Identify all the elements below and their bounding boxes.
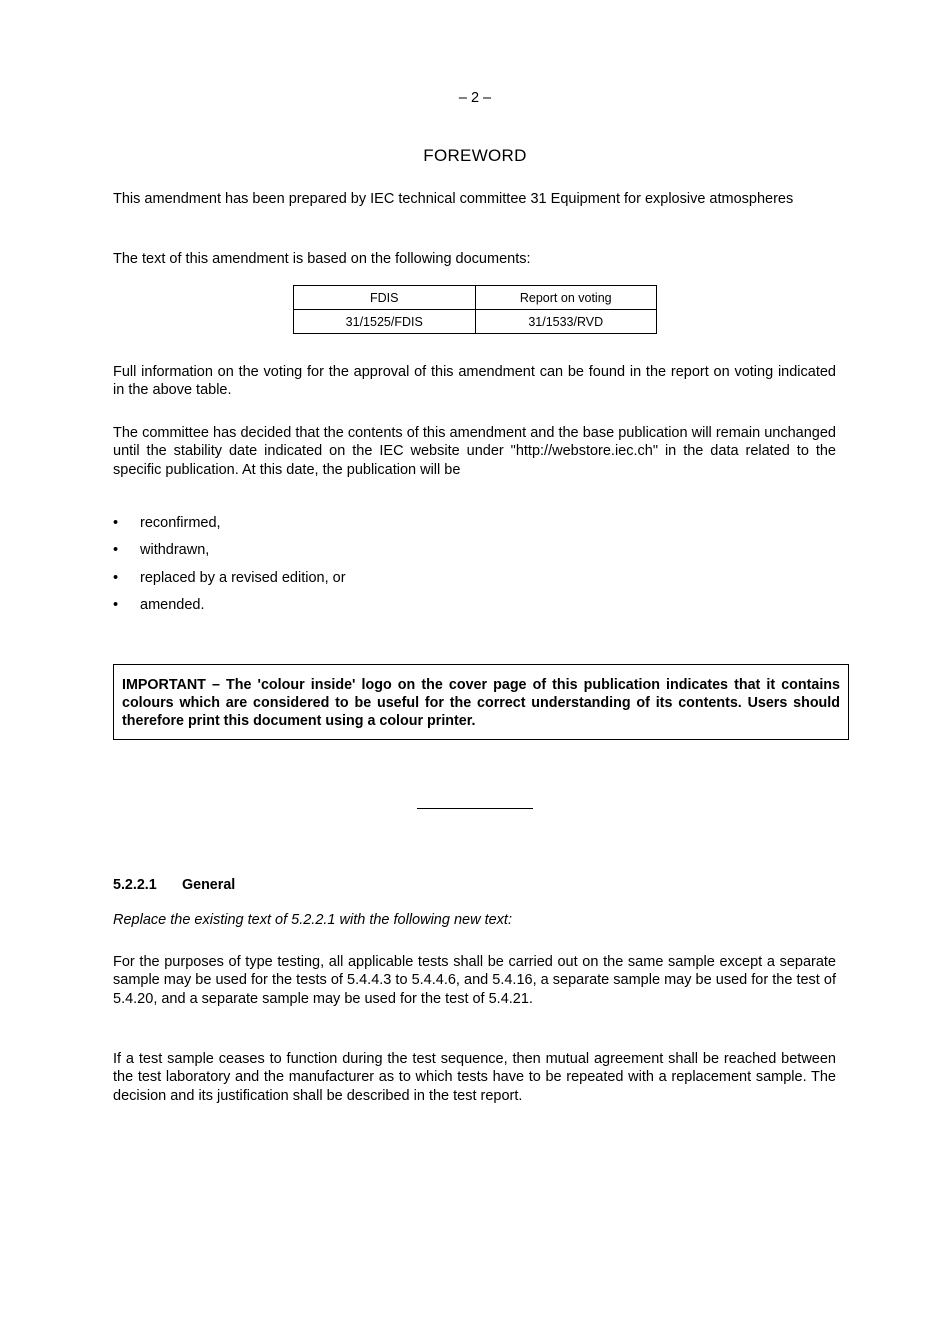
bullet-icon: •	[113, 596, 119, 613]
table-header-row	[294, 286, 657, 310]
important-notice-box: IMPORTANT – The 'colour inside' logo on the cover page of this publication indicates that it contains colours which are considered to be useful for the correct understanding of its contents. Users should therefore print this document using a colour printer.	[113, 664, 849, 740]
page-number: – 2 –	[458, 90, 492, 106]
list-item-text: replaced by a revised edition, or	[140, 569, 346, 586]
section-number: 5.2.2.1	[113, 877, 157, 893]
section-title: General	[182, 877, 236, 893]
table-cell: 31/1533/RVD	[475, 310, 657, 334]
table-header-cell: Report on voting	[475, 286, 657, 310]
foreword-paragraph-1: This amendment has been prepared by IEC technical committee 31 Equipment for explosive atmospheres	[113, 191, 794, 207]
list-item-text: withdrawn,	[140, 542, 210, 559]
list-item-text: amended.	[140, 596, 205, 613]
list-item	[113, 512, 346, 539]
bullet-icon: •	[113, 569, 119, 586]
documents-table	[293, 285, 657, 334]
separator-line	[417, 808, 533, 809]
list-item	[113, 594, 346, 621]
bullet-icon: •	[113, 542, 119, 559]
table-header-cell: FDIS	[294, 286, 476, 310]
section-paragraph-1: For the purposes of type testing, all applicable tests shall be carried out on the same sample except a separate sample may be used for the tests of 5.4.4.3 to 5.4.4.6, and 5.4.16, a separate sample may be used for the test of 5.4.20, and a separate sample may be used for the test of 5.4.21.	[113, 954, 836, 1007]
foreword-paragraph-2: The text of this amendment is based on the following documents:	[113, 251, 531, 267]
table-row	[294, 310, 657, 334]
table-cell: 31/1525/FDIS	[294, 310, 476, 334]
list-item-text: reconfirmed,	[140, 515, 221, 531]
list-item	[113, 539, 346, 566]
bullet-list	[113, 512, 346, 621]
list-item	[113, 567, 346, 594]
section-heading	[113, 877, 235, 893]
foreword-paragraph-3: Full information on the voting for the approval of this amendment can be found in the report on voting indicated in the above table.	[113, 364, 836, 399]
section-paragraph-2: If a test sample ceases to function during the test sequence, then mutual agreement shall be reached between the test laboratory and the manufacturer as to which tests have to be repeated with a replacement sample. The decision and its justification shall be described in the test report.	[113, 1051, 836, 1104]
foreword-paragraph-4: The committee has decided that the contents of this amendment and the base publication will remain unchanged until the stability date indicated on the IEC website under "http://webstore.iec.ch" in the data related to the specific publication. At this date, the publication will be	[113, 425, 836, 478]
bullet-icon: •	[113, 515, 119, 531]
foreword-title: FOREWORD	[423, 146, 527, 165]
section-instruction: Replace the existing text of 5.2.2.1 with the following new text:	[113, 912, 512, 928]
